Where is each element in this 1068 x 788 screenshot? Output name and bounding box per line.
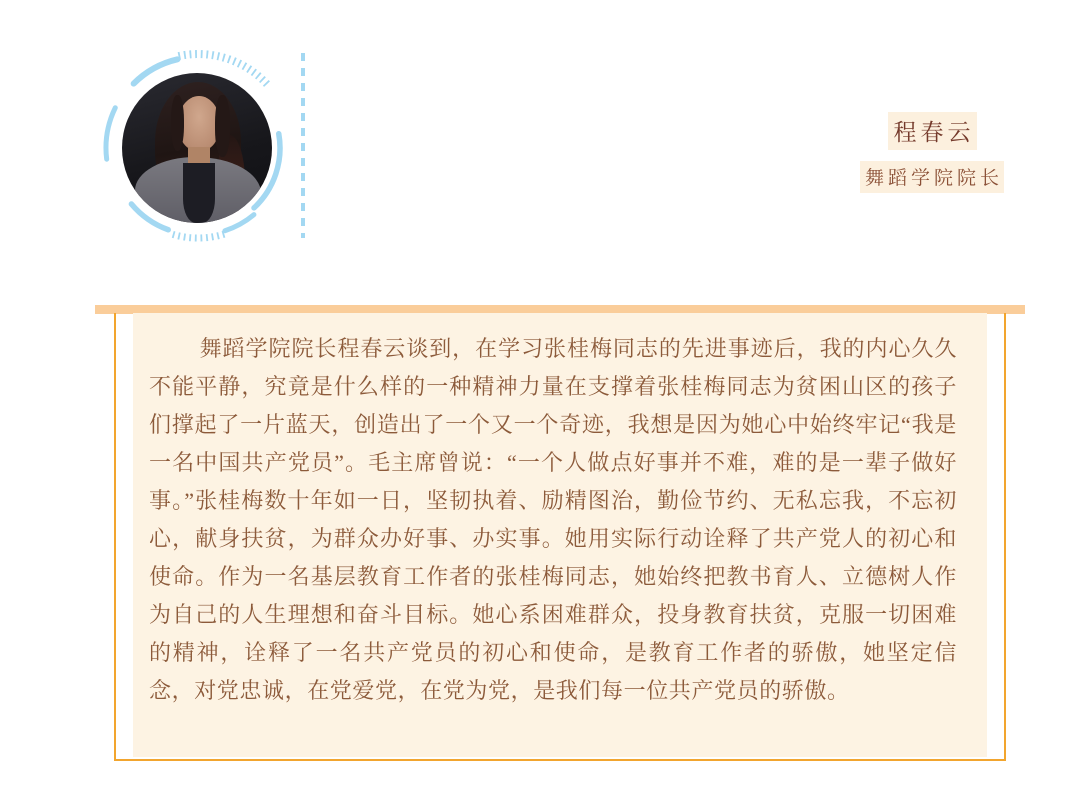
avatar-photo — [122, 73, 272, 223]
profile-text-block — [832, 112, 1032, 193]
avatar-collar — [183, 163, 215, 223]
avatar-face — [178, 96, 220, 151]
dashed-divider-line — [301, 53, 305, 238]
quote-panel — [133, 313, 987, 757]
avatar-hair-fringe — [171, 95, 184, 151]
profile-name: 程春云 — [888, 112, 977, 150]
avatar-neck — [188, 147, 210, 163]
quote-paragraph: 舞蹈学院院长程春云谈到，在学习张桂梅同志的先进事迹后，我的内心久久不能平静，究竟是什么样的一种精神力量在支撑着张桂梅同志为贫困山区的孩子们撑起了一片蓝天，创造出了一个又一个奇迹，我想是因为她心中始终牢记“我是一名中国共产党员”。毛主席曾说：“一个人做点好事并不难，难的是一辈子做好事。”张桂梅数十年如一日，坚韧执着、励精图治，勤俭节约、无私忘我，不忘初心，献身扶贫，为群众办好事、办实事。她用实际行动诠释了共产党人的初心和使命。作为一名基层教育工作者的张桂梅同志，她始终把教书育人、立德树人作为自己的人生理想和奋斗目标。她心系困难群众，投身教育扶贫，克服一切困难的精神，诠释了一名共产党员的初心和使命，是教育工作者的骄傲，她坚定信念，对党忠诚，在党爱党，在党为党，是我们每一位共产党员的骄傲。 — [149, 336, 957, 703]
avatar-hair-fringe — [215, 95, 230, 157]
profile-title: 舞蹈学院院长 — [860, 161, 1004, 193]
